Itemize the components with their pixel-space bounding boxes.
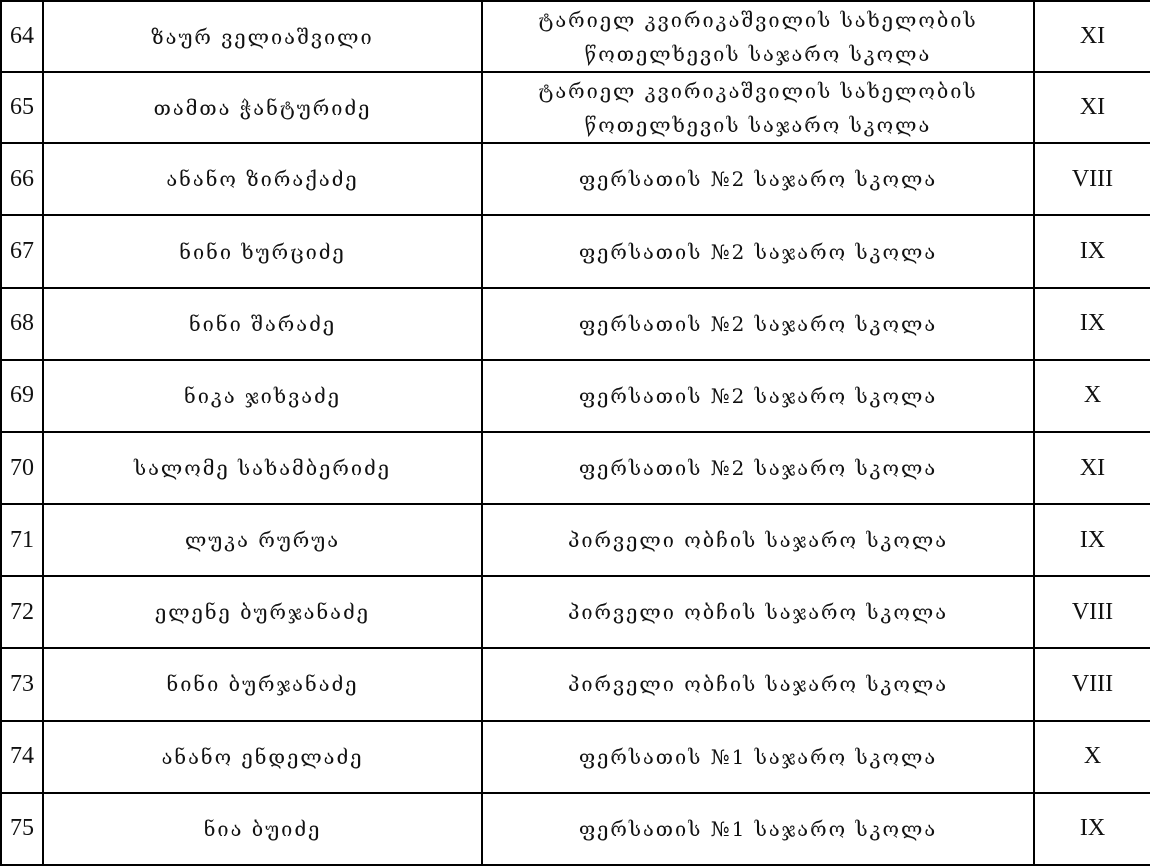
grade: IX [1034,215,1150,287]
table-row [1,288,1150,360]
table-row [1,143,1150,215]
student-name: ანანო ენდელაძე [43,721,482,793]
school-name: ფერსათის №2 საჯარო სკოლა [482,288,1034,360]
student-name: ნინი ხურციძე [43,215,482,287]
row-number: 73 [1,648,43,720]
row-number: 71 [1,504,43,576]
row-number: 69 [1,360,43,432]
row-number: 74 [1,721,43,793]
grade: XI [1034,432,1150,504]
row-number: 68 [1,288,43,360]
student-name: ელენე ბურჯანაძე [43,576,482,648]
grade: IX [1034,288,1150,360]
row-number: 64 [1,1,43,72]
student-name: ლუკა რურუა [43,504,482,576]
school-name: ფერსათის №2 საჯარო სკოლა [482,432,1034,504]
table-row [1,648,1150,720]
grade: X [1034,721,1150,793]
school-name: ფერსათის №2 საჯარო სკოლა [482,215,1034,287]
student-name: ანანო ზირაქაძე [43,143,482,215]
row-number: 66 [1,143,43,215]
student-name: თამთა ჭანტურიძე [43,72,482,143]
school-name: პირველი ობჩის საჯარო სკოლა [482,648,1034,720]
table-row [1,1,1150,72]
table-row [1,576,1150,648]
school-name: ფერსათის №1 საჯარო სკოლა [482,793,1034,865]
school-name: პირველი ობჩის საჯარო სკოლა [482,504,1034,576]
grade: IX [1034,793,1150,865]
student-name: ნინი შარაძე [43,288,482,360]
grade: X [1034,360,1150,432]
grade: XI [1034,1,1150,72]
student-name: ნიკა ჯიხვაძე [43,360,482,432]
grade: VIII [1034,576,1150,648]
table-row [1,504,1150,576]
grade: VIII [1034,648,1150,720]
student-name: ნია ბუიძე [43,793,482,865]
table-row [1,360,1150,432]
row-number: 72 [1,576,43,648]
school-name: ტარიელ კვირიკაშვილის სახელობის წოთელხევის საჯარო სკოლა [482,72,1034,143]
school-name: ტარიელ კვირიკაშვილის სახელობის წოთელხევის საჯარო სკოლა [482,1,1034,72]
row-number: 70 [1,432,43,504]
table-row [1,72,1150,143]
row-number: 75 [1,793,43,865]
student-name: ზაურ ველიაშვილი [43,1,482,72]
student-name: ნინი ბურჯანაძე [43,648,482,720]
grade: IX [1034,504,1150,576]
row-number: 65 [1,72,43,143]
school-name: ფერსათის №2 საჯარო სკოლა [482,360,1034,432]
table-row [1,793,1150,865]
table-row [1,721,1150,793]
table-row [1,215,1150,287]
student-name: სალომე სახამბერიძე [43,432,482,504]
school-name: ფერსათის №2 საჯარო სკოლა [482,143,1034,215]
table-row [1,432,1150,504]
school-name: ფერსათის №1 საჯარო სკოლა [482,721,1034,793]
school-name: პირველი ობჩის საჯარო სკოლა [482,576,1034,648]
grade: VIII [1034,143,1150,215]
grade: XI [1034,72,1150,143]
row-number: 67 [1,215,43,287]
